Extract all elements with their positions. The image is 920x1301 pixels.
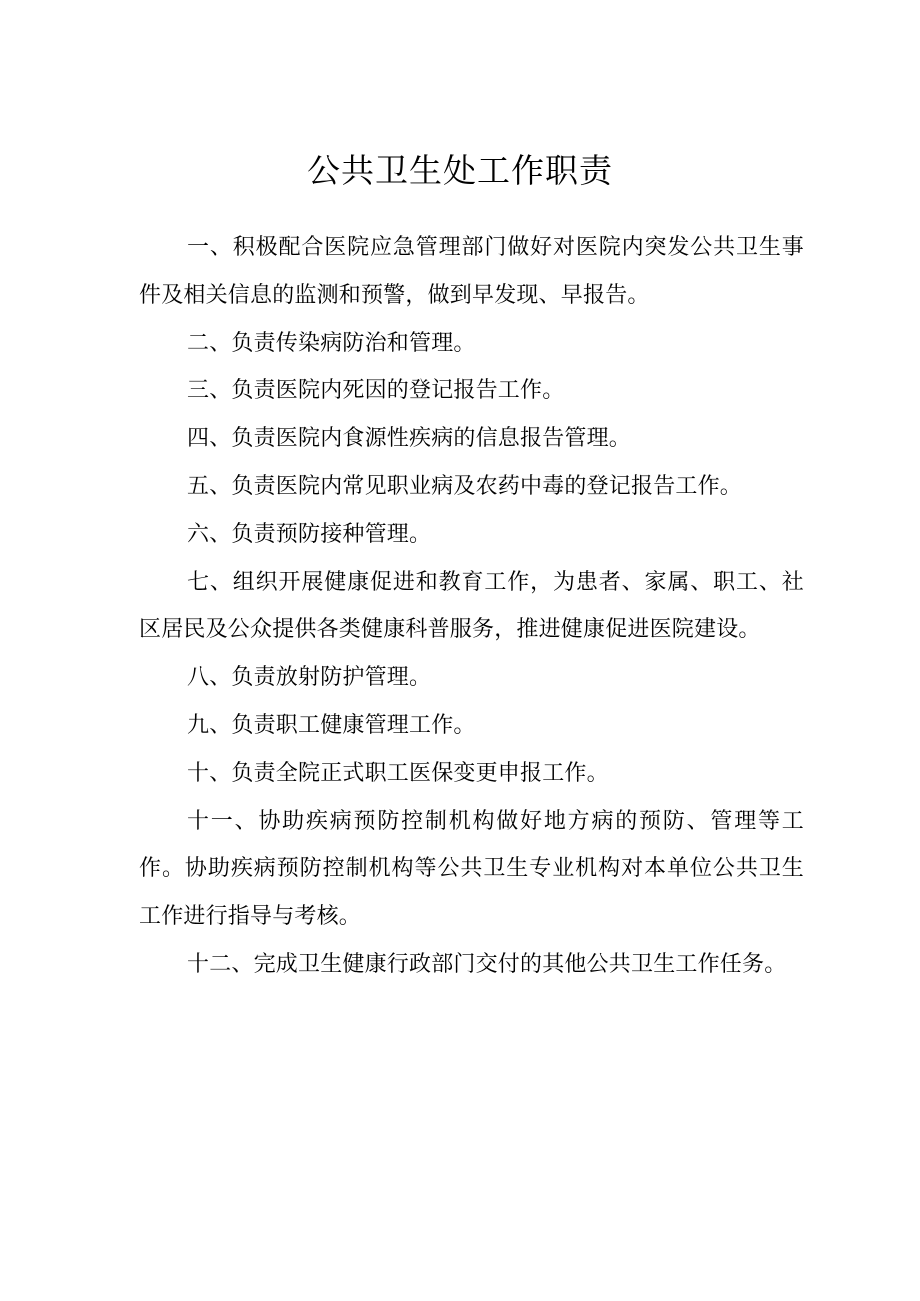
duty-item-2: 二、负责传染病防治和管理。 [187, 330, 476, 356]
duty-item-9: 九、负责职工健康管理工作。 [187, 712, 476, 738]
document-body [139, 224, 804, 989]
duty-item-5: 五、负责医院内常见职业病及农药中毒的登记报告工作。 [187, 473, 743, 499]
duty-item-8: 八、负责放射防护管理。 [187, 665, 432, 691]
duty-item-1: 一、积极配合医院应急管理部门做好对医院内突发公共卫生事件及相关信息的监测和预警，做到早发现、早报告。 [139, 235, 804, 308]
duty-item-6: 六、负责预防接种管理。 [187, 521, 432, 547]
duty-item-11: 十一、协助疾病预防控制机构做好地方病的预防、管理等工作。协助疾病预防控制机构等公共卫生专业机构对本单位公共卫生工作进行指导与考核。 [139, 808, 804, 930]
duty-item-10: 十、负责全院正式职工医保变更申报工作。 [187, 760, 609, 786]
document-title: 公共卫生处工作职责 [307, 151, 613, 190]
duty-item-3: 三、负责医院内死因的登记报告工作。 [187, 378, 565, 404]
duty-item-7: 七、组织开展健康促进和教育工作，为患者、家属、职工、社区居民及公众提供各类健康科普服务，推进健康促进医院建设。 [139, 569, 804, 643]
duty-item-4: 四、负责医院内食源性疾病的信息报告管理。 [187, 426, 632, 452]
duty-item-12: 十二、完成卫生健康行政部门交付的其他公共卫生工作任务。 [187, 951, 787, 977]
